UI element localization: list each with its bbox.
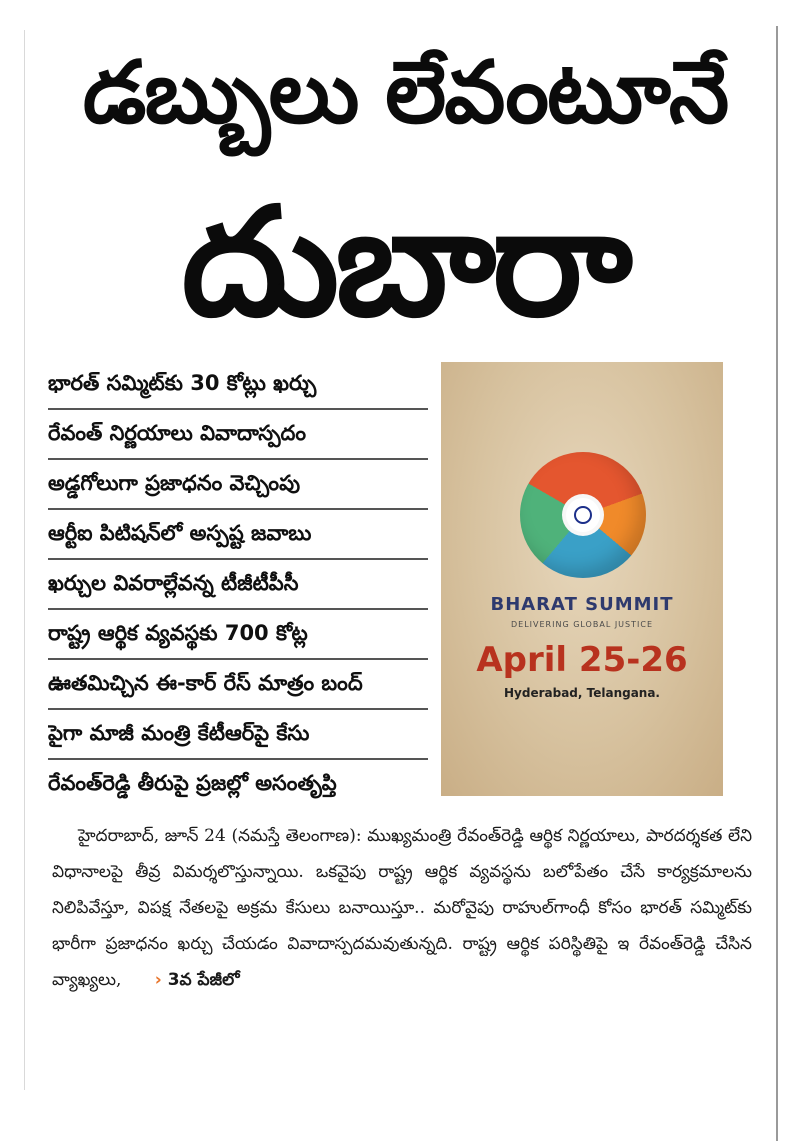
highlights-list	[48, 360, 428, 808]
ashoka-chakra-icon	[566, 498, 600, 532]
globe-logo-icon	[520, 452, 646, 578]
headline-line-2: దుబారా	[181, 176, 629, 350]
column-rule-right	[776, 26, 778, 1141]
column-rule-left	[24, 30, 25, 1090]
bharat-summit-poster	[441, 362, 723, 796]
article-text: హైదరాబాద్, జూన్ 24 (నమస్తే తెలంగాణ): ముఖ్యమంత్రి రేవంత్‌రెడ్డి ఆర్థిక నిర్ణయాలు, పారదర్శకత లేని విధానాలపై తీవ్ర విమర్శలొస్తున్నాయి. ఒకవైపు రాష్ట్ర ఆర్థిక వ్యవస్థను బలోపేతం చేసే కార్యక్రమాలను నిలిపివేస్తూ, విపక్ష నేతలపై అక్రమ కేసులు బనాయిస్తూ.. మరోవైపు రాహుల్‌గాంధీ కోసం భారత్ సమ్మిట్‌కు భారీగా ప్రజాధనం ఖర్చు చేయడం వివాదాస్పదమవుతున్నది. రాష్ట్ర ఆర్థిక పరిస్థితిపై ఇ రేవంత్‌రెడ్డి చేసిన వ్యాఖ్యలు,	[52, 826, 752, 990]
highlight-item: ఖర్చుల వివరాల్లేవన్న టీజీటీపీసీ	[48, 560, 428, 610]
poster-dates: April 25-26	[476, 640, 688, 680]
highlight-item: రాష్ట్ర ఆర్థిక వ్యవస్థకు 700 కోట్ల	[48, 610, 428, 660]
continue-label: 3వ పేజీలో	[167, 970, 240, 990]
poster-place: Hyderabad, Telangana.	[504, 686, 660, 700]
highlight-item: ఆర్టీఐ పిటిషన్‌లో అస్పష్ట జవాబు	[48, 510, 428, 560]
highlight-item: ఊతమిచ్చిన ఈ-కార్ రేస్ మాత్రం బంద్	[48, 660, 428, 710]
poster-title: BHARAT SUMMIT	[490, 594, 674, 615]
article-body	[52, 818, 752, 998]
continue-link[interactable]	[155, 962, 240, 998]
headline-line-1: డబ్బులు లేవంటూనే	[82, 43, 728, 143]
highlight-item: పైగా మాజీ మంత్రి కేటీఆర్‌పై కేసు	[48, 710, 428, 760]
highlight-item: భారత్ సమ్మిట్‌కు 30 కోట్లు ఖర్చు	[48, 360, 428, 410]
highlight-item: రేవంత్‌రెడ్డి తీరుపై ప్రజల్లో అసంతృప్తి	[48, 771, 337, 795]
highlight-item: అడ్డగోలుగా ప్రజాధనం వెచ్చింపు	[48, 460, 428, 510]
poster-subtitle: DELIVERING GLOBAL JUSTICE	[510, 620, 653, 629]
highlight-item: రేవంత్ నిర్ణయాలు వివాదాస్పదం	[48, 410, 428, 460]
chevron-right-icon: ›	[154, 970, 162, 990]
